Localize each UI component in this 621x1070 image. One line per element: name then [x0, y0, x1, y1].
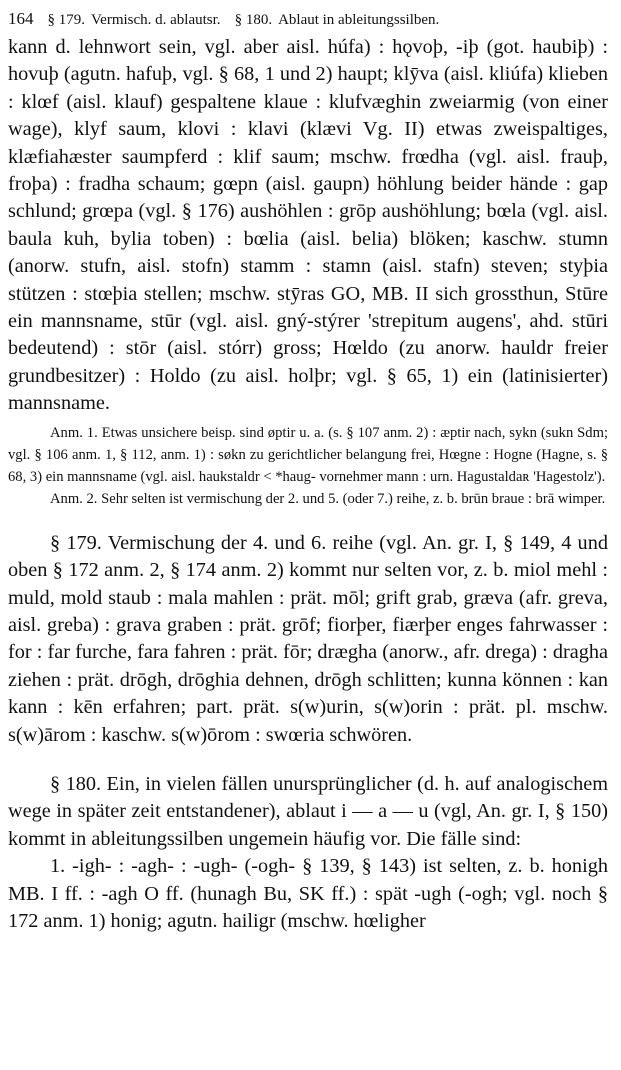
note-1 — [8, 422, 608, 488]
main-text — [8, 34, 608, 418]
header-section-a-title: Vermisch. d. ablautsr. — [91, 12, 221, 28]
section-179-text: Vermischung der 4. und 6. reihe (vgl. An. gr. I, § 149, 4 und oben § 172 anm. 2, § 174 anm. 2) kommt nur selten vor, z. b. miol mehl : muld, mold staub : mala mahlen : prät. mōl; grift grab, græva (afr. greva, aisl. greba) : grava graben : prät. grōf; fiorþer, fiærþer enges fahrwasser : for : far furche, fara fahren : prät. fōr; drægha (anorw., afr. drega) : dragha ziehen : prät. drōgh, drōghia dehnen, drōgh schlitten; kunna können : kan kann : kēn erfahren; part. prät. s(w)urin, s(w)orin : prät. pl. mschw. s(w)ārom : kaschw. s(w)ōrom : swœria schwören. — [8, 531, 608, 746]
section-180-text: Ein, in vielen fällen unursprünglicher (d. h. auf analogischem wege in später zeit entstandener), ablaut i — a — u (vgl, An. gr. I, § 150) kommt in ableitungssilben ungemein häufig vor. Die fälle sind: — [8, 772, 608, 850]
note-2-label: Anm. 2. — [50, 490, 98, 507]
header-section-b-title: Ablaut in ableitungssilben. — [278, 12, 440, 28]
annotations — [8, 422, 608, 510]
header-section-a: § 179. — [47, 12, 85, 28]
header-section-b: § 180. — [234, 12, 273, 28]
section-179-paragraph — [8, 530, 608, 749]
note-1-text: Etwas unsichere beisp. sind øptir u. a. (s. § 107 anm. 2) : æptir nach, sykn (sukn Sdm; vgl. § 106 anm. 1, § 112, anm. 1) : søkn zu gerichtlicher belangung frei, Hœgne : Hogne (Hagne, s. § 68, 3) ein mannsname (vgl. aisl. haukstaldr < *haug- vornehmer mann : urn. Hagustaldaʀ 'Hagestolz'). — [8, 424, 609, 485]
book-page — [8, 6, 608, 935]
section-179 — [8, 530, 608, 749]
section-180-number: § 180. — [50, 772, 102, 795]
running-header — [8, 6, 608, 32]
note-2-text: Sehr selten ist vermischung der 2. und 5. (oder 7.) reihe, z. b. brūn braue : brā wimper. — [101, 490, 606, 507]
section-180 — [8, 771, 608, 935]
section-180-paragraph — [8, 771, 608, 853]
continued-paragraph: kann d. lehnwort sein, vgl. aber aisl. húfa) : hǫvoþ, -iþ (got. haubiþ) : hovuþ (agutn. hafuþ, vgl. § 68, 1 und 2) haupt; klȳva (aisl. kliúfa) klieben : klœf (aisl. klauf) gespaltene klaue : klufvæghin zweiarmig (von einer wage), klyf saum, klovi : klavi (klævi Vg. II) etwas zweispaltiges, klæfiahæster saumpferd : klif saum; mschw. frœdha (vgl. aisl. frauþ, froþa) : fradha schaum; gœpn (aisl. gaupn) höhlung beider hände : gap schlund; grœpa (vgl. § 176) aushöhlen : grōp aushöhlung; bœla (vgl. aisl. baula kuh, bylia toben) : bœlia (aisl. belia) blöken; kaschw. stumn (anorw. stufn, aisl. stofn) stamm : stamn (aisl. stafn) steven; styþia stützen : stœþia stellen; mschw. stȳras GO, MB. II sich grossthun, Stūre ein mannsname, stūr (vgl. aisl. gný-stýrer 'strepitum augens', ahd. stūri bedeutend) : stōr (aisl. stórr) gross; Hœldo (zu anorw. hauldr freier grundbesitzer) : Holdo (zu aisl. holþr; vgl. § 65, 1) ein (latinisierter) mannsname. — [8, 36, 608, 415]
note-2 — [8, 488, 608, 510]
note-1-label: Anm. 1. — [50, 424, 98, 441]
section-179-number: § 179. — [50, 531, 102, 554]
page-number: 164 — [8, 9, 34, 28]
section-180-item-1: 1. -igh- : -agh- : -ugh- (-ogh- § 139, § 143) ist selten, z. b. honigh MB. I ff. : -agh O ff. (hunagh Bu, SK ff.) : spät -ugh (-ogh; vgl. noch § 172 anm. 1) honig; agutn. hailigr (mschw. hœligher — [8, 855, 608, 932]
